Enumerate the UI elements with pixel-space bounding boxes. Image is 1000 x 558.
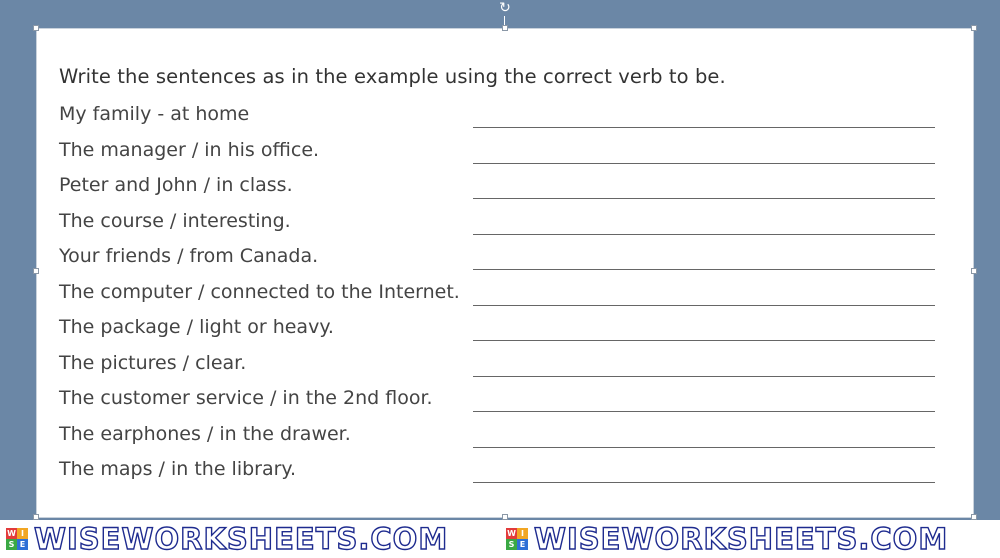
exercise-row [59, 243, 939, 279]
wise-logo-icon [506, 528, 528, 550]
answer-line [473, 127, 935, 128]
answer-line [473, 305, 935, 306]
answer-line [473, 163, 935, 164]
answer-line [473, 411, 935, 412]
answer-line [473, 447, 935, 448]
worksheet-instruction: Write the sentences as in the example using the correct verb to be. [59, 65, 726, 88]
resize-handle-top-center[interactable] [502, 25, 508, 31]
exercise-row [59, 137, 939, 173]
answer-line [473, 234, 935, 235]
answer-line [473, 482, 935, 483]
exercise-row [59, 385, 939, 421]
logo-letter: S [6, 539, 17, 550]
exercise-row [59, 421, 939, 457]
exercise-row [59, 350, 939, 386]
exercise-prompt: The earphones / in the drawer. [59, 422, 351, 445]
resize-handle-top-right[interactable] [971, 25, 977, 31]
logo-letter: I [517, 528, 528, 539]
watermark-text: WISEWORKSHEETS.COM [34, 522, 449, 556]
exercise-row [59, 314, 939, 350]
logo-letter: E [517, 539, 528, 550]
answer-line [473, 269, 935, 270]
logo-letter: I [17, 528, 28, 539]
exercise-prompt: The course / interesting. [59, 209, 291, 232]
exercise-prompt: My family - at home [59, 103, 250, 125]
logo-letter: S [506, 539, 517, 550]
exercise-list [59, 101, 939, 492]
answer-line [473, 198, 935, 199]
exercise-prompt: Peter and John / in class. [59, 174, 293, 196]
exercise-prompt: The customer service / in the 2nd floor. [59, 387, 433, 409]
watermark-text: WISEWORKSHEETS.COM [534, 522, 949, 556]
logo-letter: W [507, 529, 516, 538]
watermark-right [506, 524, 948, 554]
resize-handle-top-left[interactable] [33, 25, 39, 31]
exercise-prompt: Your friends / from Canada. [59, 245, 319, 267]
exercise-prompt: The computer / connected to the Internet. [59, 280, 460, 303]
exercise-prompt: The maps / in the library. [59, 458, 297, 480]
answer-line [473, 340, 935, 341]
exercise-row [59, 172, 939, 208]
exercise-prompt: The manager / in his office. [59, 138, 320, 161]
exercise-row [59, 101, 939, 137]
wise-logo-icon [6, 528, 28, 550]
resize-handle-middle-left[interactable] [33, 268, 39, 274]
watermark-bar [0, 520, 1000, 558]
exercise-row [59, 208, 939, 244]
rotate-handle-icon[interactable]: ↻ [499, 0, 511, 16]
logo-letter: E [17, 539, 28, 550]
exercise-row [59, 279, 939, 315]
answer-line [473, 376, 935, 377]
exercise-prompt: The pictures / clear. [59, 351, 247, 374]
logo-letter: W [7, 529, 16, 538]
worksheet-image[interactable] [36, 28, 974, 518]
resize-handle-middle-right[interactable] [971, 268, 977, 274]
exercise-prompt: The package / light or heavy. [59, 316, 334, 338]
watermark-left [6, 524, 448, 554]
exercise-row [59, 456, 939, 492]
